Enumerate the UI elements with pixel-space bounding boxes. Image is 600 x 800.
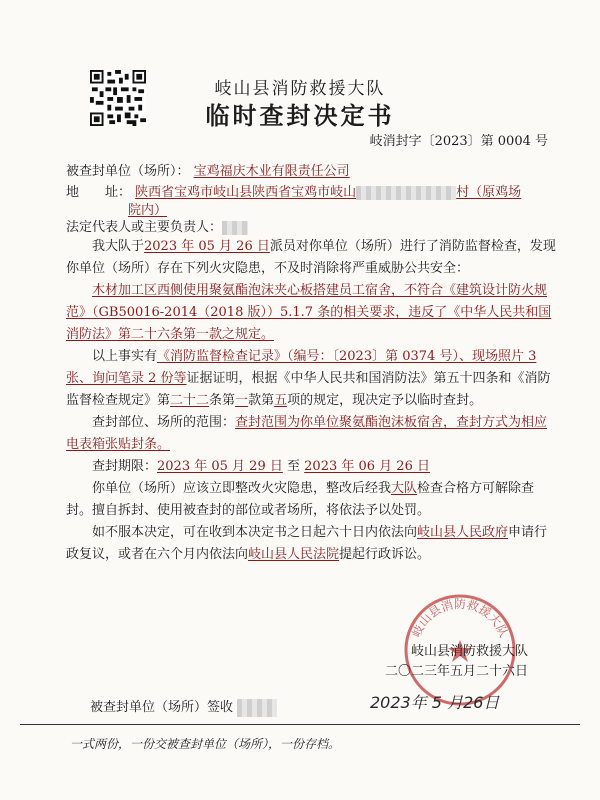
document-title: 临时查封决定书 bbox=[205, 101, 395, 130]
redacted-signature bbox=[237, 699, 277, 717]
signature-organization: 岐山县消防救援大队 bbox=[410, 644, 528, 659]
representative-label: 法定代表人或主要负责人： bbox=[66, 220, 223, 235]
unit-value: 宝鸡福庆木业有限责任公司 bbox=[193, 164, 350, 179]
paragraph-scope: 查封部位、场所的范围：查封范围为你单位聚氨酯泡沫板宿舍，查封方式为相应电表箱张贴封条。 bbox=[66, 415, 548, 452]
signature-date: 二〇二三年五月二十六日 bbox=[384, 664, 528, 679]
document-number: 岐消封字〔2023〕第 0004 号 bbox=[369, 134, 548, 149]
paragraph-evidence: 以上事实有《消防监督检查记录》（编号：〔2023〕第 0374 号）、现场照片 3 张、询问笔录 2 份等证据证明，根据《中华人民共和国消防法》第五十四条和《消防监督检查规定》第二十二条第一款第五项的规定，现决定予以临时查封。 bbox=[66, 349, 551, 408]
paragraph-appeal: 如不服本决定，可在收到本决定书之日起六十日内依法向岐山县人民政府申请行政复议，或者在六个月内依法向岐山县人民法院提起行政诉讼。 bbox=[66, 525, 548, 562]
recipient-signature-row bbox=[90, 696, 277, 717]
redacted-block bbox=[222, 221, 248, 235]
recipient-label: 被查封单位（场所）签收 bbox=[90, 700, 234, 715]
svg-text:岐山县消防救援大队: 岐山县消防救援大队 bbox=[409, 597, 511, 640]
redacted-block bbox=[356, 186, 456, 200]
unit-row bbox=[66, 160, 350, 179]
divider bbox=[20, 724, 580, 725]
paragraph-hazard: 木材加工区西侧使用聚氨酯泡沫夹心板搭建员工宿舍，不符合《建筑设计防火规范》（GB50016-2014（2018 版））5.1.7 条的相关要求，违反了《中华人民共和国消防法》第二十六条第一款之规定。 bbox=[66, 283, 552, 342]
paragraph-rectification: 你单位（场所）应该立即整改火灾隐患，整改后经我大队检查合格方可解除查封。擅自拆封、使用被查封的部位或者场所，将依法予以处罚。 bbox=[66, 481, 535, 518]
handwritten-date: 2023年 5 月26日 bbox=[370, 693, 500, 712]
address-value-a: 陕西省宝鸡市岐山县陕西省宝鸡市岐山 bbox=[135, 185, 357, 200]
representative-row bbox=[66, 216, 248, 235]
issuing-organization: 岐山县消防救援大队 bbox=[214, 79, 386, 99]
paragraph-inspection: 我大队于2023 年 05 月 26 日派员对你单位（场所）进行了消防监督检查，发现你单位（场所）存在下列火灾隐患，不及时消除将严重威胁公共安全： bbox=[66, 239, 556, 276]
address-label: 地 址： bbox=[66, 185, 132, 200]
unit-label: 被查封单位（场所）： bbox=[66, 164, 190, 179]
footer-note: 一式两份，一份交被查封单位（场所），一份存档。 bbox=[70, 737, 341, 751]
paragraph-period: 查封期限：2023 年 05 月 29 日 至 2023 年 06 月 26 日 bbox=[92, 459, 430, 474]
address-row bbox=[66, 181, 521, 200]
address-value-b: 村（原鸡场 bbox=[456, 185, 522, 200]
address-value-c: 院内） bbox=[128, 203, 168, 218]
